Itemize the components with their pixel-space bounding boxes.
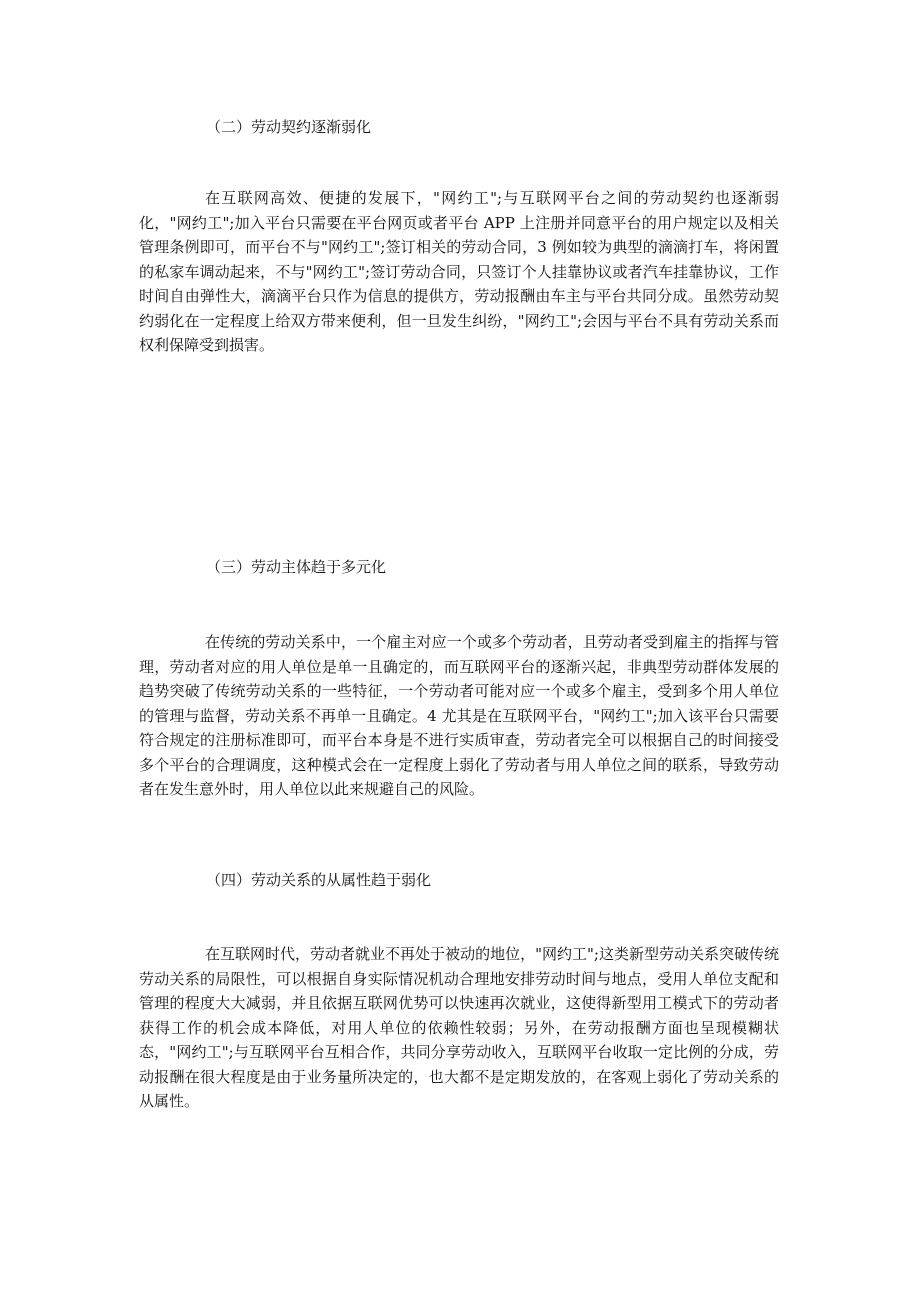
section-heading-4: （四）劳动关系的从属性趋于弱化 <box>206 871 432 889</box>
section-heading-3: （三）劳动主体趋于多元化 <box>206 558 387 576</box>
section-paragraph-4: 在互联网时代，劳动者就业不再处于被动的地位，"网约工";这类新型劳动关系突破传统劳动关系的局限性，可以根据自身实际情况机动合理地安排劳动时间与地点，受用人单位支配和管理的程度大大减弱，并且依据互联网优势可以快速再次就业，这使得新型用工模式下的劳动者获得工作的机会成本降低，对用人单位的依赖性较弱；另外，在劳动报酬方面也呈现模糊状态，"网约工";与互联网平台互相合作，共同分享劳动收入，互联网平台收取一定比例的分成，劳动报酬在很大程度是由于业务量所决定的，也大都不是定期发放的，在客观上弱化了劳动关系的从属性。 <box>139 945 779 1110</box>
section-paragraph-3: 在传统的劳动关系中，一个雇主对应一个或多个劳动者，且劳动者受到雇主的指挥与管理，劳动者对应的用人单位是单一且确定的，而互联网平台的逐渐兴起，非典型劳动群体发展的趋势突破了传统劳动关系的一些特征，一个劳动者可能对应一个或多个雇主，受到多个用人单位的管理与监督，劳动关系不再单一且确定。4 尤其是在互联网平台，"网约工";加入该平台只需要符合规定的注册标准即可，而平台本身是不进行实质审查，劳动者完全可以根据自己的时间接受多个平台的合理调度，这种模式会在一定程度上弱化了劳动者与用人单位之间的联系，导致劳动者在发生意外时，用人单位以此来规避自己的风险。 <box>139 633 779 798</box>
section-paragraph-2: 在互联网高效、便捷的发展下，"网约工";与互联网平台之间的劳动契约也逐渐弱化，"网约工";加入平台只需要在平台网页或者平台 APP 上注册并同意平台的用户规定以及相关管理条例即可，而平台不与"网约工";签订相关的劳动合同，3 例如较为典型的滴滴打车，将闲置的私家车调动起来，不与"网约工";签订劳动合同，只签订个人挂靠协议或者汽车挂靠协议，工作时间自由弹性大，滴滴平台只作为信息的提供方，劳动报酬由车主与平台共同分成。虽然劳动契约弱化在一定程度上给双方带来便利，但一旦发生纠纷，"网约工";会因与平台不具有劳动关系而权利保障受到损害。 <box>139 189 779 354</box>
section-heading-2: （二）劳动契约逐渐弱化 <box>206 118 372 136</box>
